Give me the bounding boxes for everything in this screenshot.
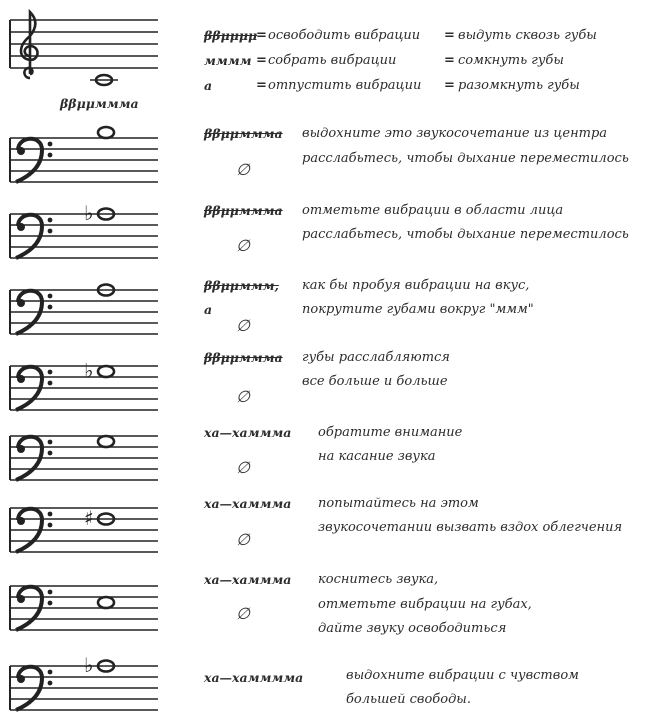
staff-bass-8: [8, 653, 158, 716]
whole-note: [98, 127, 114, 138]
exercise-line: все больше и больше: [302, 374, 448, 389]
whole-note: [98, 366, 114, 377]
sharp-icon: ♯: [84, 506, 94, 530]
legend-result: выдуть сквозь губы: [458, 28, 597, 43]
legend-action: отпустить вибрации: [268, 78, 422, 93]
staff-bass-5: [8, 426, 158, 486]
exercise-line: расслабьтесь, чтобы дыхание переместилось: [302, 227, 629, 242]
exercise-line: дайте звуку освободиться: [318, 621, 507, 636]
breath-rest-icon: ∅: [236, 530, 250, 549]
exercise-syllable: ха—хамммма: [204, 670, 304, 685]
bass-clef-colon: [48, 153, 53, 158]
exercise-line: покрутите губами вокруг "ммм": [302, 302, 534, 317]
staff-bass-1: [8, 128, 158, 188]
legend-equals: =: [256, 78, 267, 93]
bass-clef-colon: [48, 512, 53, 517]
staff-bass-3: [8, 280, 158, 340]
bass-clef-dot: [17, 445, 25, 453]
exercise-line: выдохните вибрации с чувством: [346, 668, 579, 683]
breath-rest-icon: ∅: [236, 160, 250, 179]
exercise-syllable: ха—хаммма: [204, 496, 292, 511]
staff-bass-6: [8, 498, 158, 558]
bass-clef-dot: [17, 147, 25, 155]
bass-clef-colon: [48, 142, 53, 147]
legend-result: сомкнуть губы: [458, 53, 564, 68]
bass-clef-colon: [48, 601, 53, 606]
legend-syllable: ββμμμμ: [204, 28, 258, 43]
breath-rest-icon: ∅: [236, 236, 250, 255]
exercise-line: выдохните это звукосочетание из центра: [302, 126, 608, 141]
staff-bass-2: [8, 201, 158, 264]
legend-equals: =: [256, 28, 267, 43]
bass-clef-dot: [17, 299, 25, 307]
exercise-syllable-2: а: [204, 302, 213, 317]
bass-clef-colon: [48, 294, 53, 299]
bass-clef-dot: [17, 223, 25, 231]
legend-equals: =: [444, 78, 455, 93]
legend-equals: =: [444, 28, 455, 43]
legend-equals: =: [256, 53, 267, 68]
bass-clef-colon: [48, 451, 53, 456]
bass-clef-colon: [48, 681, 53, 686]
bass-clef-dot: [17, 517, 25, 525]
exercise-line: отметьте вибрации в области лица: [302, 203, 564, 218]
exercise-syllable: ββμμммма: [204, 203, 283, 218]
whole-note: [98, 597, 114, 608]
breath-rest-icon: ∅: [236, 387, 250, 406]
first-staff-label: ββμμммма: [60, 96, 139, 111]
flat-icon: ♭: [84, 358, 94, 383]
exercise-syllable: ха—хаммма: [204, 425, 292, 440]
legend-result: разомкнуть губы: [458, 78, 580, 93]
exercise-line: попытайтесь на этом: [318, 496, 479, 511]
legend-equals: =: [444, 53, 455, 68]
breath-rest-icon: ∅: [236, 316, 250, 335]
bass-clef-dot: [17, 675, 25, 683]
exercise-syllable: ββμμммм,: [204, 278, 279, 293]
bass-clef-colon: [48, 305, 53, 310]
exercise-line: обратите внимание: [318, 425, 463, 440]
bass-clef-dot: [17, 375, 25, 383]
exercise-line: коснитесь звука,: [318, 572, 439, 587]
legend-syllable: мммм: [204, 53, 252, 68]
exercise-line: как бы пробуя вибрации на вкус,: [302, 278, 530, 293]
staff-bass-4: [8, 356, 158, 416]
exercise-syllable: ββμμммма: [204, 126, 283, 141]
exercise-line: звукосочетании вызвать вздох облегчения: [318, 520, 623, 535]
exercise-syllable: ха—хаммма: [204, 572, 292, 587]
bass-clef-colon: [48, 229, 53, 234]
exercise-line: отметьте вибрации на губах,: [318, 597, 532, 612]
flat-icon: ♭: [84, 653, 94, 677]
legend-syllable: а: [204, 78, 213, 93]
exercise-line: на касание звука: [318, 449, 436, 464]
legend-action: собрать вибрации: [268, 53, 397, 68]
bass-clef-colon: [48, 670, 53, 675]
bass-clef-colon: [48, 523, 53, 528]
legend-action: освободить вибрации: [268, 28, 421, 43]
bass-clef-colon: [48, 370, 53, 375]
staff-treble: [8, 12, 158, 82]
bass-clef-colon: [48, 218, 53, 223]
bass-clef-colon: [48, 440, 53, 445]
flat-icon: ♭: [84, 201, 94, 225]
exercise-line: большей свободы.: [346, 692, 472, 707]
exercise-syllable: ββμμммма: [204, 350, 283, 365]
exercise-line: губы расслабляются: [302, 350, 450, 365]
bass-clef-dot: [17, 595, 25, 603]
breath-rest-icon: ∅: [236, 458, 250, 477]
breath-rest-icon: ∅: [236, 604, 250, 623]
bass-clef-colon: [48, 381, 53, 386]
whole-note: [98, 436, 114, 447]
exercise-line: расслабьтесь, чтобы дыхание переместилось: [302, 151, 629, 166]
bass-clef-colon: [48, 590, 53, 595]
staff-bass-7: [8, 576, 158, 636]
